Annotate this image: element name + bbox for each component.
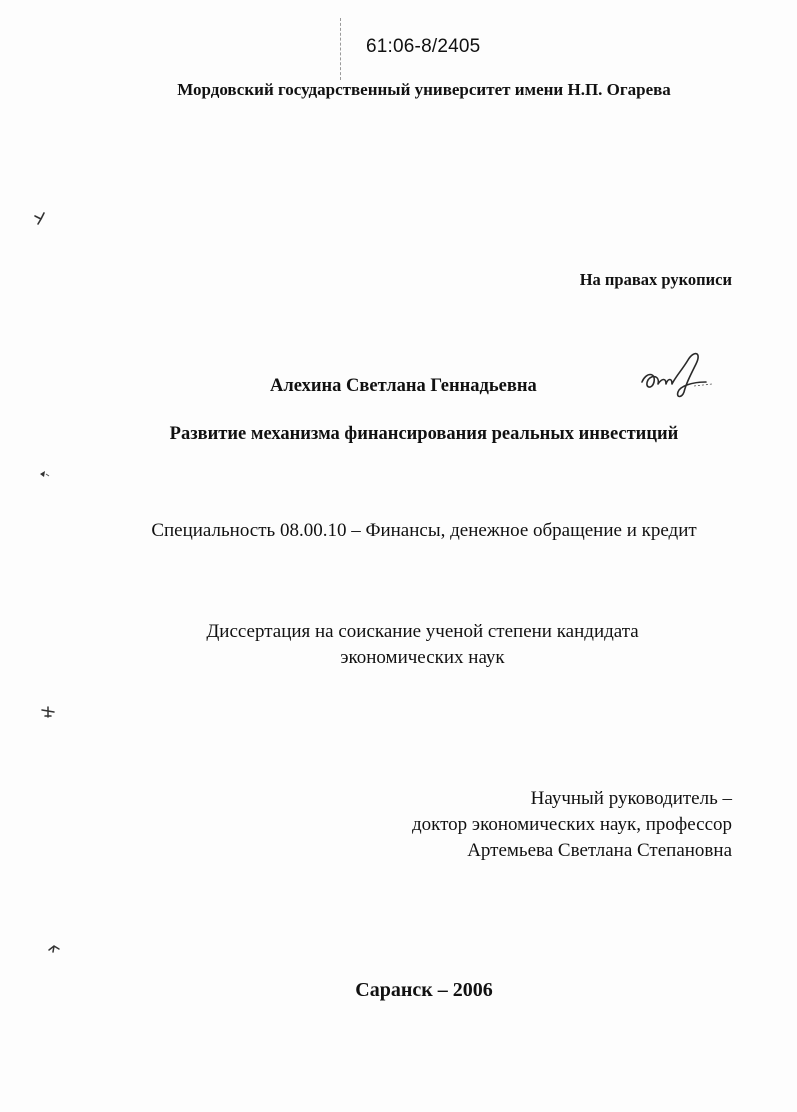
catalog-number: 61:06-8/2405 [366, 36, 481, 57]
degree-line-2: экономических наук [340, 647, 505, 668]
city-year: Саранск – 2006 [355, 979, 493, 1001]
degree-line-1: Диссертация на соискание ученой степени кандидата [206, 621, 639, 642]
thesis-specialty: Специальность 08.00.10 – Финансы, денежное обращение и кредит [151, 520, 697, 541]
scan-mark-icon [40, 704, 56, 720]
supervisor-credentials: доктор экономических наук, профессор [411, 814, 732, 835]
signature-icon [636, 346, 716, 400]
scan-mark-icon [46, 940, 62, 956]
scan-mark-icon [36, 466, 52, 482]
author-name: Алехина Светлана Геннадьевна [270, 376, 537, 396]
rights-notice: На правах рукописи [579, 270, 732, 289]
scan-mark-icon [32, 210, 48, 226]
stamp-margin-line [340, 18, 342, 80]
supervisor-role: Научный руководитель – [530, 788, 732, 809]
thesis-title: Развитие механизма финансирования реальных инвестиций [169, 424, 679, 444]
supervisor-block [412, 786, 732, 864]
university-name: Мордовский государственный университет имени Н.П. Огарева [177, 80, 671, 99]
supervisor-name: Артемьева Светлана Степановна [467, 840, 732, 861]
degree-statement [0, 619, 797, 671]
